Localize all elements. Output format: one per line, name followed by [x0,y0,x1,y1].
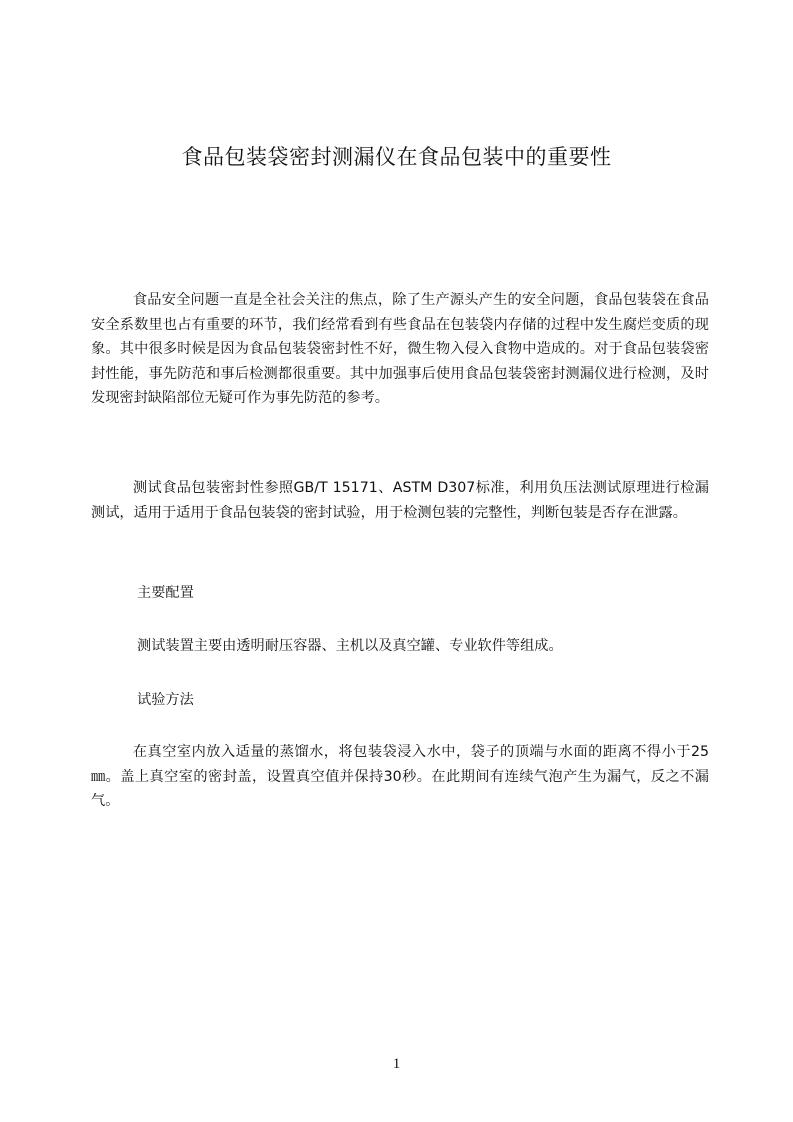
intro-paragraph: 食品安全问题一直是全社会关注的焦点，除了生产源头产生的安全问题，食品包装袋在食品安全系数里也占有重要的环节，我们经常看到有些食品在包装袋内存储的过程中发生腐烂变质的现象。其中很多时候是因为食品包装袋密封性不好，微生物入侵入食物中造成的。对于食品包装袋密封性能，事先防范和事后检测都很重要。其中加强事后使用食品包装袋密封测漏仪进行检测，及时发现密封缺陷部位无疑可作为事先防范的参考。 [91,292,709,406]
config-paragraph: 测试装置主要由透明耐压容器、主机以及真空罐、专业软件等组成。 [137,638,563,654]
method-heading: 试验方法 [137,692,194,708]
method-paragraph: 在真空室内放入适量的蒸馏水，将包装袋浸入水中，袋子的顶端与水面的距离不得小于25㎜。盖上真空室的密封盖，设置真空值并保持30秒。在此期间有连续气泡产生为漏气，反之不漏气。 [91,744,709,809]
page-number: 1 [392,1056,401,1072]
standard-paragraph: 测试食品包装密封性参照GB/T 15171、ASTM D307标准，利用负压法测试原理进行检漏测试，适用于适用于食品包装袋的密封试验，用于检测包装的完整性，判断包装是否存在泄露。 [91,480,709,521]
page-title: 食品包装袋密封测漏仪在食品包装中的重要性 [181,145,612,169]
config-heading: 主要配置 [137,585,194,601]
